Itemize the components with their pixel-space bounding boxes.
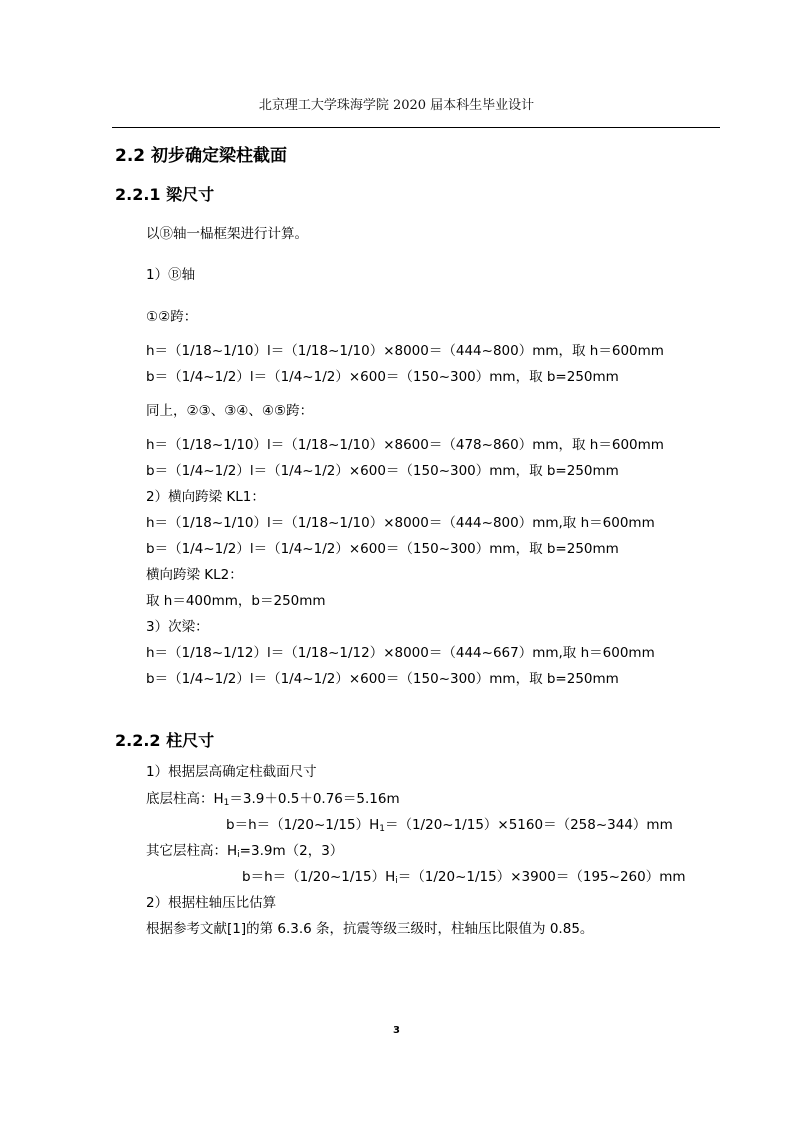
kl2-label: 横向跨梁 KL2：: [146, 567, 243, 583]
bottom-column-height: 底层柱高：$H_1=3.9+0.5+0.76=5.16m$: [146, 791, 400, 808]
formula-line-7: 取 h＝400mm，b＝250mm: [146, 593, 326, 609]
span-12-label: ①②跨：: [146, 309, 198, 325]
column-item-2: 2）根据柱轴压比估算: [146, 895, 277, 911]
section-2-2-2-title: 2.2.2 柱尺寸: [115, 731, 215, 750]
formula-line-6: b＝（1/4~1/2）l＝（1/4~1/2）×600＝（150~300）mm，取 b=250mm: [146, 541, 619, 557]
formula-line-5: h＝（1/18~1/10）l＝（1/18~1/10）×8000＝（444~800）mm,取 h＝600mm: [146, 515, 655, 531]
formula-line-2: b＝（1/4~1/2）l＝（1/4~1/2）×600＝（150~300）mm，取 b=250mm: [146, 369, 619, 385]
reference-paragraph: 根据参考文献[1]的第 6.3.6 条，抗震等级三级时，柱轴压比限值为 0.85。: [146, 921, 594, 937]
other-column-height: 其它层柱高：$H_i=3.9m(2$，3）: [146, 843, 344, 860]
page-header: 北京理工大学珠海学院 2020 届本科生毕业设计: [258, 98, 535, 113]
secondary-beam-label: 3）次梁：: [146, 619, 209, 635]
section-2-2-title: 2.2 初步确定梁柱截面: [115, 146, 288, 166]
formula-line-4: b＝（1/4~1/2）l＝（1/4~1/2）×600＝（150~300）mm，取 b=250mm: [146, 463, 619, 479]
page-number: 3: [393, 1025, 400, 1036]
section-2-2-1-title: 2.2.1 梁尺寸: [115, 185, 215, 204]
axis-b-label: 1）Ⓑ轴: [146, 267, 196, 283]
beam-intro: 以Ⓑ轴一榀框架进行计算。: [146, 226, 308, 242]
column-item-1: 1）根据层高确定柱截面尺寸: [146, 764, 317, 780]
formula-line-9: b＝（1/4~1/2）l＝（1/4~1/2）×600＝（150~300）mm，取 b=250mm: [146, 671, 619, 687]
bottom-column-calc: $b=h=(1/20\sim 1/15)H_1=(1/20\sim 1/15)\times 5160=(258\sim 344)mm$: [226, 817, 673, 834]
formula-line-1: h＝（1/18~1/10）l＝（1/18~1/10）×8000＝（444~800）mm，取 h＝600mm: [146, 343, 664, 359]
header-rule: [112, 127, 720, 128]
formula-line-3: h＝（1/18~1/10）l＝（1/18~1/10）×8600＝（478~860）mm，取 h＝600mm: [146, 437, 664, 453]
other-column-calc: $b=h=(1/20\sim 1/15)H_i=(1/20\sim 1/15)\times 3900=(195\sim 260)mm$: [242, 869, 686, 886]
same-spans-label: 同上，②③、③④、④⑤跨：: [146, 403, 314, 419]
kl1-label: 2）横向跨梁 KL1：: [146, 489, 265, 505]
formula-line-8: h＝（1/18~1/12）l＝（1/18~1/12）×8000＝（444~667）mm,取 h＝600mm: [146, 645, 655, 661]
